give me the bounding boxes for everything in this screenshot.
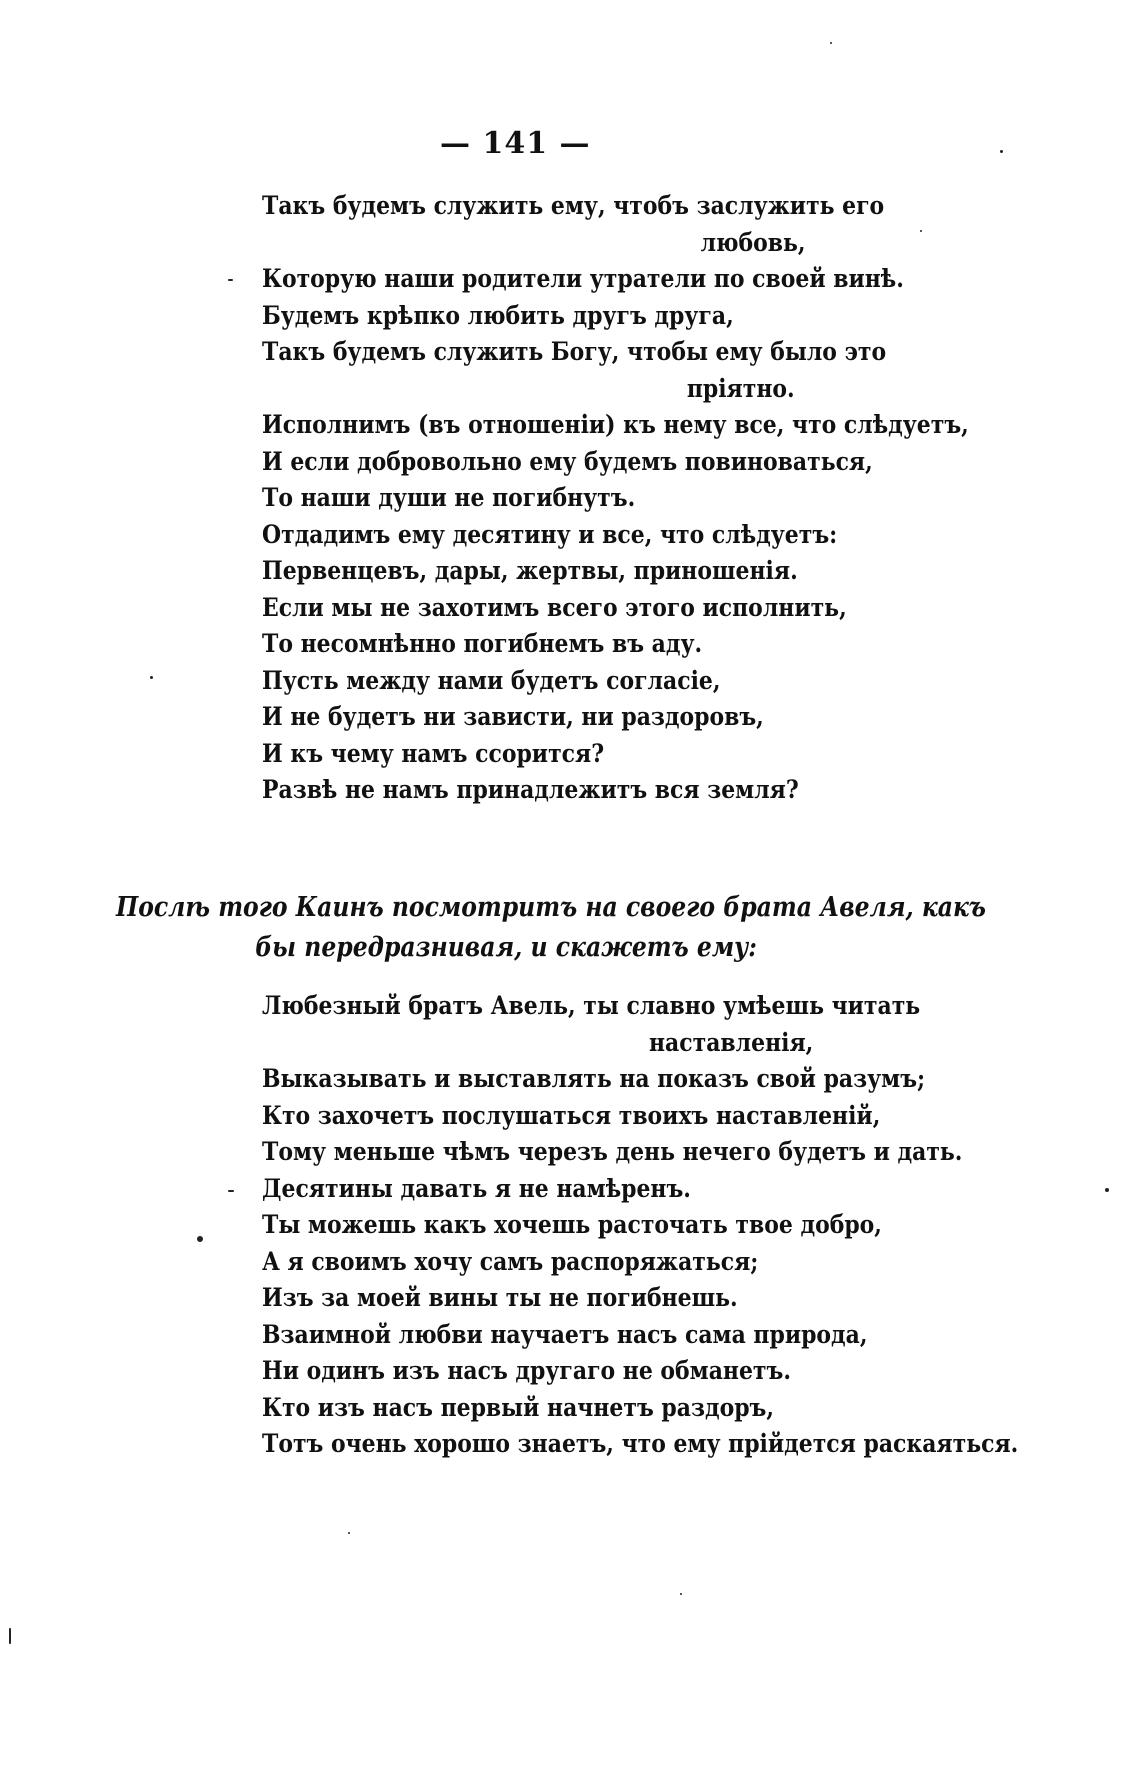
verse-line: Такъ будемъ служить ему, чтобъ заслужить его xyxy=(262,191,885,221)
verse-line: И если добровольно ему будемъ повиноваться, xyxy=(262,446,873,477)
verse-line: Исполнимъ (въ отношеніи) къ нему все, что слѣдуетъ, xyxy=(262,410,969,440)
verse-line: Кто захочетъ послушаться твоихъ наставленій, xyxy=(262,1100,881,1131)
scan-speck xyxy=(1105,1188,1109,1192)
scan-speck xyxy=(830,42,832,44)
scan-speck xyxy=(228,1190,234,1192)
stage-direction-line: бы передразнивая, и скажетъ ему: xyxy=(255,932,757,963)
verse-line: Отдадимъ ему десятину и все, что слѣдуетъ: xyxy=(262,519,838,550)
scan-speck xyxy=(228,279,233,281)
verse-line: И не будетъ ни зависти, ни раздоровъ, xyxy=(262,702,764,732)
scan-speck xyxy=(197,1236,203,1242)
scan-speck xyxy=(348,1532,350,1534)
verse-line: Пусть между нами будетъ согласіе, xyxy=(262,665,721,696)
verse-block-2 xyxy=(262,988,1019,1463)
scan-speck xyxy=(9,1628,11,1644)
verse-line-continuation: любовь, xyxy=(700,227,806,258)
page-number: — 141 — xyxy=(440,126,591,161)
scan-speck xyxy=(680,1593,682,1595)
verse-block-1 xyxy=(262,188,969,809)
verse-line: И къ чему намъ ссорится? xyxy=(262,738,605,769)
verse-line: Тотъ очень хорошо знаетъ, что ему прійдется раскаяться. xyxy=(262,1429,1019,1459)
verse-line: Которую наши родители утратели по своей винѣ. xyxy=(262,264,904,294)
verse-line: Ни одинъ изъ насъ другаго не обманетъ. xyxy=(262,1356,791,1386)
verse-line: Будемъ крѣпко любить другъ друга, xyxy=(262,300,734,331)
verse-line: Такъ будемъ служить Богу, чтобы ему было это xyxy=(262,337,887,367)
verse-line: Кто изъ насъ первый начнетъ раздоръ, xyxy=(262,1392,774,1423)
verse-line: Тому меньше чѣмъ черезъ день нечего будетъ и дать. xyxy=(262,1137,963,1167)
scan-speck xyxy=(150,676,153,679)
verse-line: То наши души не погибнутъ. xyxy=(262,483,636,513)
verse-line: Взаимной любви научаетъ насъ сама природа, xyxy=(262,1319,868,1350)
verse-line: Ты можешь какъ хочешь расточать твое добро, xyxy=(262,1210,882,1240)
verse-line: А я своимъ хочу самъ распоряжаться; xyxy=(262,1246,759,1277)
verse-line: Первенцевъ, дары, жертвы, приношенія. xyxy=(262,556,798,586)
verse-line: Выказывать и выставлять на показъ свой разумъ; xyxy=(262,1064,926,1094)
scan-speck xyxy=(1000,150,1003,153)
verse-line: Развѣ не намъ принадлежитъ вся земля? xyxy=(262,775,799,805)
verse-line: Любезный братъ Авель, ты славно умѣешь читать xyxy=(262,991,921,1021)
verse-line: То несомнѣнно погибнемъ въ аду. xyxy=(262,629,703,659)
stage-direction xyxy=(116,888,986,968)
verse-line: Если мы не захотимъ всего этого исполнить, xyxy=(262,592,847,623)
verse-line: Десятины давать я не намѣренъ. xyxy=(262,1173,691,1204)
verse-line: Изъ за моей вины ты не погибнешь. xyxy=(262,1283,738,1313)
stage-direction-line: Послѣ того Каинъ посмотритъ на своего брата Авеля, какъ xyxy=(116,892,986,923)
verse-line-continuation: наставленія, xyxy=(649,1027,814,1058)
scan-speck xyxy=(920,230,922,232)
verse-line-continuation: пріятно. xyxy=(686,373,795,404)
